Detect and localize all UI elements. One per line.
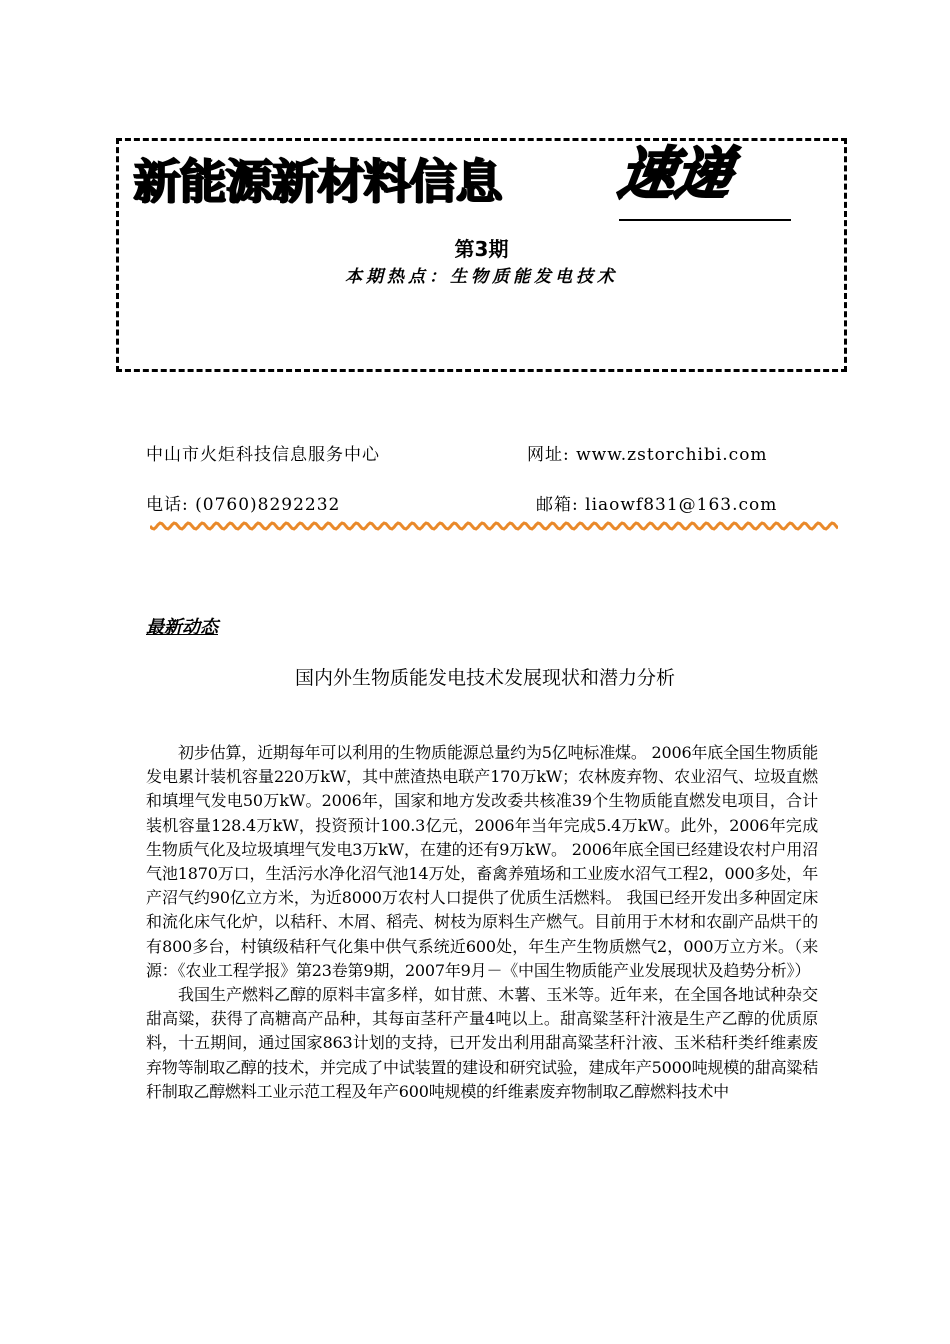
issue-number: 第3期 bbox=[454, 237, 509, 261]
masthead-title: 新能源新材料信息 bbox=[133, 155, 501, 210]
phone-info: 电话: (0760)8292232 bbox=[146, 495, 341, 515]
wavy-divider bbox=[150, 518, 838, 534]
publisher-name: 中山市火炬科技信息服务中心 bbox=[146, 445, 380, 465]
website-info: 网址: www.zstorchibi.com bbox=[527, 445, 768, 465]
masthead-express-logo: 速递 bbox=[614, 142, 736, 207]
article-body bbox=[146, 741, 818, 1104]
masthead-underline bbox=[619, 219, 791, 221]
article-paragraph: 初步估算，近期每年可以利用的生物质能源总量约为5亿吨标准煤。 2006年底全国生物质能发电累计装机容量220万kW，其中蔗渣热电联产170万kW；农林废弃物、农业沼气、垃圾直燃和填埋气发电50万kW。2006年，国家和地方发改委共核准39个生物质能直燃发电项目，合计装机容量128.4万kW，投资预计100.3亿元，2006年当年完成5.4万kW。此外，2006年完成生物质气化及垃圾填埋气发电3万kW，在建的还有9万kW。 2006年底全国已经建设农村户用沼气池1870万口，生活污水净化沼气池14万处，畜禽养殖场和工业废水沼气工程2，000多处，年产沼气约90亿立方米，为近8000万农村人口提供了优质生活燃料。 我国已经开发出多种固定床和流化床气化炉，以秸秆、木屑、稻壳、树枝为原料生产燃气。目前用于木材和农副产品烘干的有800多台，村镇级秸秆气化集中供气系统近600处，年生产生物质燃气2，000万立方米。（来源：《农业工程学报》第23卷第9期，2007年9月－《中国生物质能产业发展现状及趋势分析》） bbox=[146, 743, 818, 980]
email-info: 邮箱: liaowf831@163.com bbox=[536, 495, 778, 515]
issue-hotspot: 本期热点：生物质能发电技术 bbox=[345, 267, 618, 287]
article-paragraph: 我国生产燃料乙醇的原料丰富多样，如甘蔗、木薯、玉米等。近年来，在全国各地试种杂交甜高粱，获得了高糖高产品种，其每亩茎秆产量4吨以上。甜高粱茎秆汁液是生产乙醇的优质原料，十五期间，通过国家863计划的支持，已开发出利用甜高粱茎秆汁液、玉米秸秆类纤维素废弃物等制取乙醇的技术，并完成了中试装置的建设和研究试验，建成年产5000吨规模的甜高粱秸秆制取乙醇燃料工业示范工程及年产600吨规模的纤维素废弃物制取乙醇燃料技术中 bbox=[146, 985, 818, 1101]
article-title: 国内外生物质能发电技术发展现状和潜力分析 bbox=[294, 667, 675, 689]
section-title: 最新动态 bbox=[146, 617, 218, 638]
masthead-box bbox=[116, 138, 847, 372]
